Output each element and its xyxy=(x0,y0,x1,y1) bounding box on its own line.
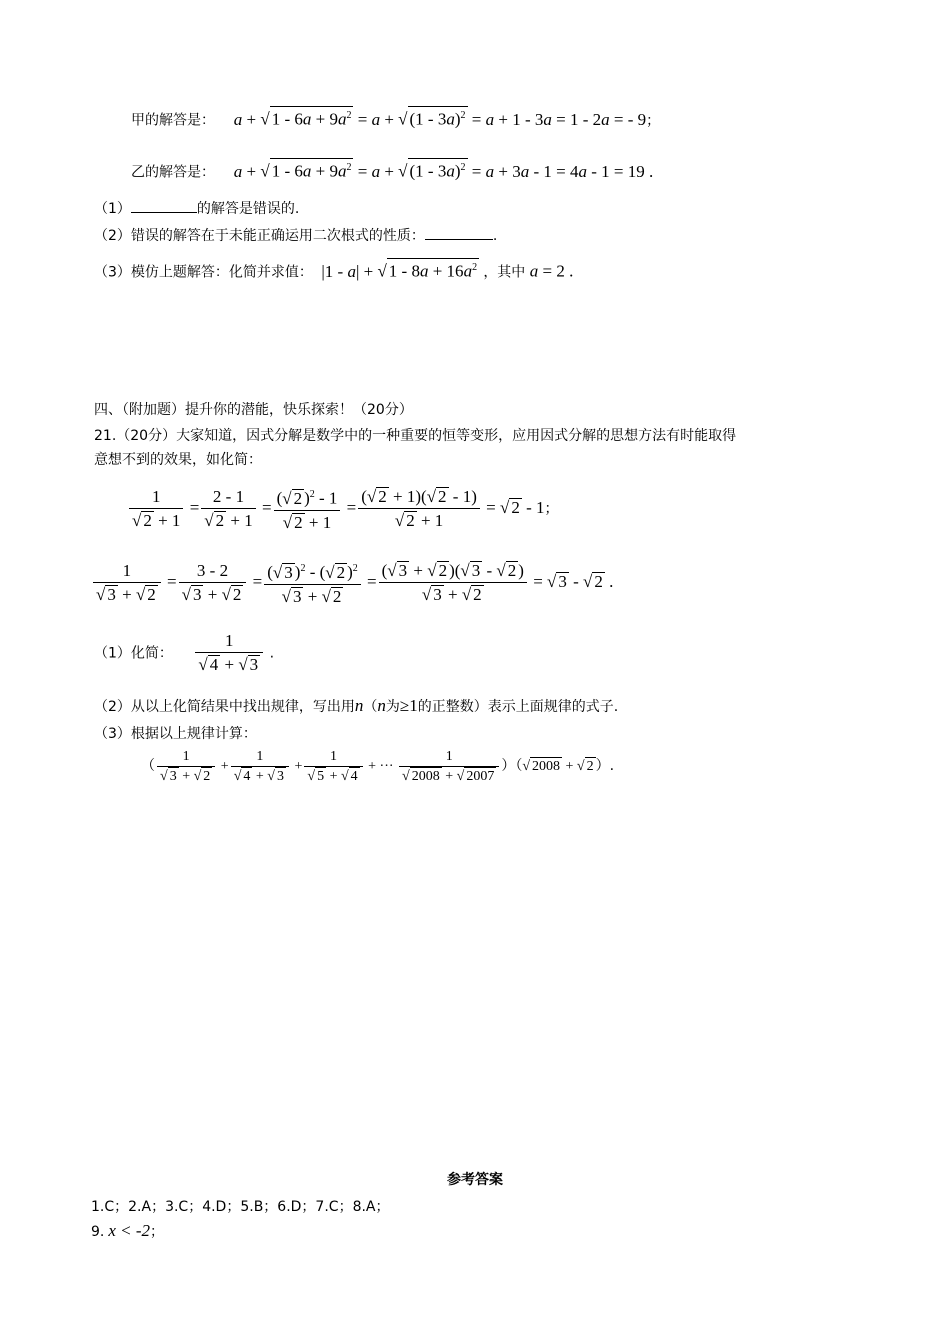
q20-part3 xyxy=(94,258,573,283)
q21-part2-text-b: （ xyxy=(363,699,378,715)
q21-part3: （3）根据以上规律计算： xyxy=(94,726,257,742)
answers-title: 参考答案 xyxy=(447,1172,503,1188)
q20-part3-expression: |1 - a| + √ $1 - 8a + 16a^2$ xyxy=(321,262,483,281)
answers-line2 xyxy=(91,1221,164,1242)
q21-part2 xyxy=(94,696,618,717)
q21-part2-text-d: 的正整数）表示上面规律的式子. xyxy=(417,699,619,715)
answers-line2-expr: x < -2 xyxy=(108,1221,151,1240)
answers-line2-suffix: ； xyxy=(150,1224,165,1240)
q20-part2-text: （2）错误的解答在于未能正确运用二次根式的性质： xyxy=(94,228,425,244)
variable-n: n xyxy=(354,696,364,715)
answer-blank-1[interactable] xyxy=(131,198,197,213)
variable-n-2: n xyxy=(377,696,386,715)
q20-part1-prefix: （1） xyxy=(94,201,131,217)
answers-line2-prefix: 9. xyxy=(91,1224,105,1240)
answers-line1: 1.C；2.A；3.C；4.D；5.B；6.D；7.C；8.A； xyxy=(91,1199,390,1215)
yi-label: 乙的解答是： xyxy=(131,164,215,181)
q20-part3-text: （3）模仿上题解答：化简并求值： xyxy=(94,264,313,281)
q21-part2-text-a: （2）从以上化简结果中找出规律，写出用 xyxy=(94,699,355,715)
q21-part3-expression: （ $\frac{1}{√ 3 + √ 2}$ + $\frac{1}{√ 4 + √ 3}$ + $\frac{1}{√ 5 + √ 4}$ + ··· $\frac{1}{√ 2008 + √ 2007}$ ）（√ 2008 + √ 2 ）. xyxy=(141,749,615,784)
answer-blank-2[interactable] xyxy=(425,225,493,240)
q20-part2 xyxy=(94,225,497,246)
q20-part1 xyxy=(94,198,299,219)
jia-label: 甲的解答是： xyxy=(131,112,215,129)
q20-part3-condition: a = 2 . xyxy=(529,261,574,281)
geq-one: ≥1 xyxy=(399,696,418,715)
q21-line1: 21.（20分）大家知道，因式分解是数学中的一种重要的恒等变形，应用因式分解的思想方法有时能取得 xyxy=(94,428,737,444)
q20-part2-end: . xyxy=(492,228,498,244)
yi-expression: a + √ $1 - 6a + 9a^2 = a$ + √ (1 - 3a)$^2$ = a + 3a - 1 = 4a - 1 = 19 . xyxy=(234,162,653,181)
q21-part1: （1）化简： $\frac{1}{√ 4 + √ 3}$ . xyxy=(94,630,274,677)
q21-part1-text: （1）化简： xyxy=(94,645,173,662)
q21-part1-expression: $\frac{1}{√ 4 + √ 3}$ xyxy=(195,630,263,677)
q21-line2: 意想不到的效果，如化简： xyxy=(94,452,262,468)
example-equation-2: $\frac{1}{√ 3 + √ 2}$ = $\frac{3 - 2}{√ 3 + √ 2}$ = $\frac{(√ 3 )^2 - (√ 2 )^2}{√ 3 + √ 2}$ = $\frac{(√ 3 + √ 2 )(√ 3 - √ 2 )}{√ 3 + √ 2}$ = √ 3 - √ 2 . xyxy=(91,558,613,609)
jia-solution xyxy=(131,106,660,131)
example-equation-1: $\frac{1}{√ 2 + 1}$ = $\frac{2 - 1}{√ 2 + 1}$ = $\frac{(√ 2 )^2 - 1}{√ 2 + 1}$ = $\frac{(√ 2 + 1)(√ 2 - 1)}{√ 2 + 1}$ = √ 2 - 1； xyxy=(127,484,558,535)
section4-heading: 四、（附加题）提升你的潜能，快乐探索！（20分） xyxy=(94,402,413,418)
q21-part2-text-c: 为 xyxy=(385,699,400,715)
jia-expression: a + √ $1 - 6a + 9a^2 = a$ + √ (1 - 3a)$^2$ = a + 1 - 3a = 1 - 2a = - 9； xyxy=(234,110,660,129)
q20-part3-mid: ，其中 xyxy=(483,264,526,281)
yi-solution xyxy=(131,158,653,183)
q20-part1-suffix: 的解答是错误的. xyxy=(196,201,300,217)
